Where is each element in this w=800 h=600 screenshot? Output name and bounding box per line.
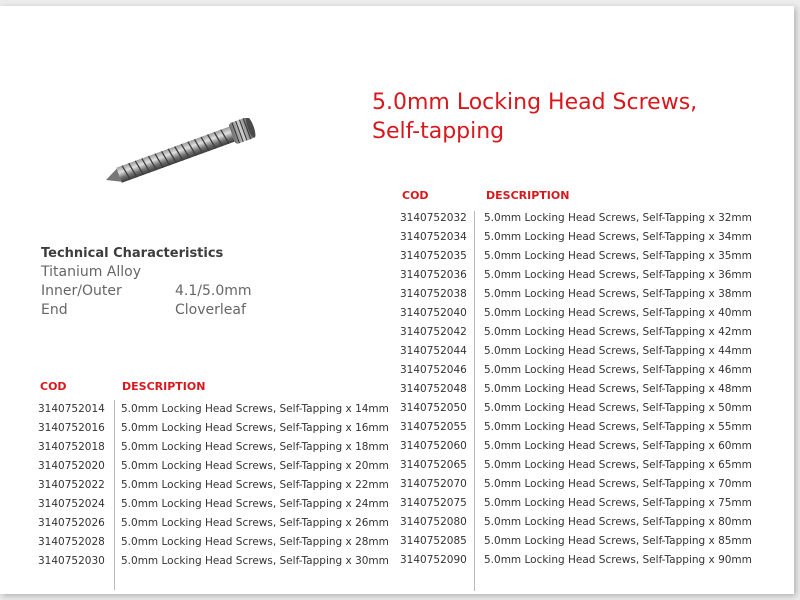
product-code: 3140752070 xyxy=(400,478,467,490)
screw-image xyxy=(100,118,280,194)
spec-label: Inner/Outer xyxy=(41,283,122,299)
product-code: 3140752040 xyxy=(400,307,467,319)
table-header xyxy=(400,189,745,209)
product-code: 3140752050 xyxy=(400,402,467,414)
table-row xyxy=(400,304,752,323)
spec-row-end xyxy=(41,301,252,320)
table-row xyxy=(400,532,752,551)
table-row xyxy=(400,285,752,304)
product-code: 3140752080 xyxy=(400,516,467,528)
product-code: 3140752024 xyxy=(38,498,105,510)
product-description: 5.0mm Locking Head Screws, Self-Tapping x 90mm xyxy=(484,554,752,566)
technical-characteristics xyxy=(41,246,252,320)
product-description: 5.0mm Locking Head Screws, Self-Tapping x 32mm xyxy=(484,212,752,224)
table-row xyxy=(400,228,752,247)
product-code: 3140752085 xyxy=(400,535,467,547)
table-row xyxy=(400,551,752,570)
product-code: 3140752035 xyxy=(400,250,467,262)
table-row xyxy=(38,533,389,552)
product-code: 3140752046 xyxy=(400,364,467,376)
product-description: 5.0mm Locking Head Screws, Self-Tapping x 34mm xyxy=(484,231,752,243)
table-row xyxy=(38,400,389,419)
product-code: 3140752022 xyxy=(38,479,105,491)
spec-row-inner-outer xyxy=(41,282,252,301)
product-description: 5.0mm Locking Head Screws, Self-Tapping x 38mm xyxy=(484,288,752,300)
spec-value: 4.1/5.0mm xyxy=(175,283,252,299)
product-code: 3140752014 xyxy=(38,403,105,415)
product-description: 5.0mm Locking Head Screws, Self-Tapping x 75mm xyxy=(484,497,752,509)
table-header xyxy=(38,380,383,400)
spec-label: End xyxy=(41,302,68,318)
table-row xyxy=(400,513,752,532)
product-description: 5.0mm Locking Head Screws, Self-Tapping x 26mm xyxy=(121,517,389,529)
catalog-page xyxy=(0,6,794,594)
table-row xyxy=(38,438,389,457)
title-line-1: 5.0mm Locking Head Screws, xyxy=(372,90,698,115)
table-row xyxy=(400,418,752,437)
title-line-2: Self-tapping xyxy=(372,119,505,144)
table-row xyxy=(400,437,752,456)
table-row xyxy=(38,419,389,438)
table-row xyxy=(38,514,389,533)
product-code: 3140752028 xyxy=(38,536,105,548)
table-row xyxy=(400,494,752,513)
product-code: 3140752090 xyxy=(400,554,467,566)
product-description: 5.0mm Locking Head Screws, Self-Tapping x 80mm xyxy=(484,516,752,528)
material-text: Titanium Alloy xyxy=(41,264,142,280)
product-description: 5.0mm Locking Head Screws, Self-Tapping x 18mm xyxy=(121,441,389,453)
product-description: 5.0mm Locking Head Screws, Self-Tapping x 85mm xyxy=(484,535,752,547)
product-code: 3140752075 xyxy=(400,497,467,509)
product-code: 3140752044 xyxy=(400,345,467,357)
product-table-left xyxy=(38,380,389,571)
table-row xyxy=(38,552,389,571)
table-row xyxy=(400,342,752,361)
product-code: 3140752048 xyxy=(400,383,467,395)
column-header-cod: COD xyxy=(402,189,429,202)
product-code: 3140752065 xyxy=(400,459,467,471)
product-code: 3140752026 xyxy=(38,517,105,529)
table-row xyxy=(400,361,752,380)
table-row xyxy=(400,475,752,494)
product-description: 5.0mm Locking Head Screws, Self-Tapping x 14mm xyxy=(121,403,389,415)
product-description: 5.0mm Locking Head Screws, Self-Tapping x 30mm xyxy=(121,555,389,567)
column-header-description: DESCRIPTION xyxy=(122,380,206,393)
table-row xyxy=(400,380,752,399)
product-description: 5.0mm Locking Head Screws, Self-Tapping x 46mm xyxy=(484,364,752,376)
product-code: 3140752055 xyxy=(400,421,467,433)
product-description: 5.0mm Locking Head Screws, Self-Tapping x 24mm xyxy=(121,498,389,510)
product-description: 5.0mm Locking Head Screws, Self-Tapping x 65mm xyxy=(484,459,752,471)
spec-value: Cloverleaf xyxy=(175,302,246,318)
product-code: 3140752036 xyxy=(400,269,467,281)
product-code: 3140752030 xyxy=(38,555,105,567)
table-row xyxy=(400,323,752,342)
table-row xyxy=(400,456,752,475)
table-row xyxy=(38,495,389,514)
table-row xyxy=(400,209,752,228)
product-description: 5.0mm Locking Head Screws, Self-Tapping x 28mm xyxy=(121,536,389,548)
product-code: 3140752042 xyxy=(400,326,467,338)
product-description: 5.0mm Locking Head Screws, Self-Tapping x 16mm xyxy=(121,422,389,434)
product-description: 5.0mm Locking Head Screws, Self-Tapping x 22mm xyxy=(121,479,389,491)
product-description: 5.0mm Locking Head Screws, Self-Tapping x 42mm xyxy=(484,326,752,338)
column-header-description: DESCRIPTION xyxy=(486,189,570,202)
table-row xyxy=(38,457,389,476)
product-code: 3140752034 xyxy=(400,231,467,243)
product-description: 5.0mm Locking Head Screws, Self-Tapping x 44mm xyxy=(484,345,752,357)
product-description: 5.0mm Locking Head Screws, Self-Tapping x 20mm xyxy=(121,460,389,472)
product-code: 3140752060 xyxy=(400,440,467,452)
product-description: 5.0mm Locking Head Screws, Self-Tapping x 35mm xyxy=(484,250,752,262)
product-description: 5.0mm Locking Head Screws, Self-Tapping x 50mm xyxy=(484,402,752,414)
product-code: 3140752032 xyxy=(400,212,467,224)
table-row xyxy=(400,399,752,418)
table-row xyxy=(400,247,752,266)
technical-heading: Technical Characteristics xyxy=(41,246,224,261)
product-code: 3140752018 xyxy=(38,441,105,453)
product-description: 5.0mm Locking Head Screws, Self-Tapping x 36mm xyxy=(484,269,752,281)
column-header-cod: COD xyxy=(40,380,67,393)
product-description: 5.0mm Locking Head Screws, Self-Tapping x 55mm xyxy=(484,421,752,433)
table-row xyxy=(38,476,389,495)
product-code: 3140752020 xyxy=(38,460,105,472)
product-description: 5.0mm Locking Head Screws, Self-Tapping x 60mm xyxy=(484,440,752,452)
product-description: 5.0mm Locking Head Screws, Self-Tapping x 70mm xyxy=(484,478,752,490)
product-description: 5.0mm Locking Head Screws, Self-Tapping x 48mm xyxy=(484,383,752,395)
product-table-right xyxy=(400,189,752,570)
page-title xyxy=(372,88,697,146)
product-code: 3140752016 xyxy=(38,422,105,434)
table-body xyxy=(38,400,389,571)
product-description: 5.0mm Locking Head Screws, Self-Tapping x 40mm xyxy=(484,307,752,319)
product-code: 3140752038 xyxy=(400,288,467,300)
table-body xyxy=(400,209,752,570)
table-row xyxy=(400,266,752,285)
